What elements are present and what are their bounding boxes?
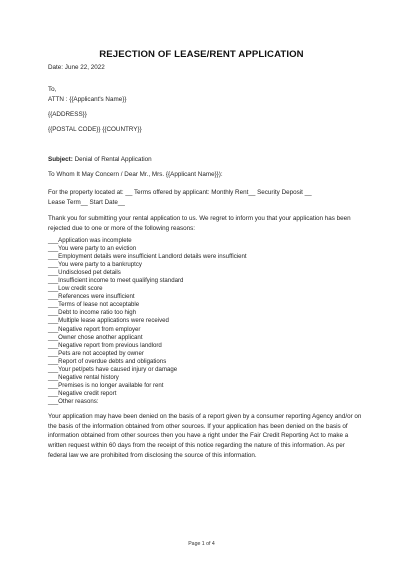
property-terms-line: For the property located at: __ Terms offered by applicant: Monthly Rent__ Security Deposit __ [48, 189, 312, 196]
reason-item: ___Pets are not accepted by owner [48, 349, 144, 357]
intro-paragraph: Thank you for submitting your rental application to us. We regret to inform you that your application has been rejected due to one or more of the following reasons: [48, 215, 351, 232]
reason-item: ___Negative credit report [48, 389, 117, 397]
subject-line [48, 156, 152, 164]
reason-item: ___Multiple lease applications were received [48, 317, 169, 325]
page-number: Page 1 of 4 [188, 541, 215, 547]
reasons-list [48, 237, 247, 406]
reason-item: ___Negative report from employer [48, 325, 141, 333]
reason-item: ___Negative rental history [48, 373, 119, 381]
reason-item: ___Owner chose another applicant [48, 333, 143, 341]
reason-item: ___Low credit score [48, 285, 103, 293]
reason-item: ___Report of overdue debts and obligations [48, 357, 167, 365]
reason-item: ___Insufficient income to meet qualifying standard [48, 277, 184, 285]
subject-label: Subject: [48, 156, 73, 163]
reason-item: ___You were party to an eviction [48, 245, 137, 253]
reason-item: ___Debt to income ratio too high [48, 309, 137, 317]
date-line: Date: June 22, 2022 [48, 64, 105, 71]
document-title: REJECTION OF LEASE/RENT APPLICATION [99, 49, 304, 60]
reason-item: ___You were party to a bankruptcy [48, 261, 142, 269]
lease-term-line: Lease Term__ Start Date__ [48, 199, 125, 206]
address-line: {{ADDRESS}} [48, 111, 87, 118]
reason-item: ___Your pet/pets have caused injury or damage [48, 365, 178, 373]
reason-item: ___Terms of lease not acceptable [48, 301, 140, 309]
reason-item: ___Employment details were insufficient Landlord details were insufficient [48, 253, 247, 261]
reason-item: ___Undisclosed pet details [48, 269, 121, 277]
postal-line: {{POSTAL CODE}} {{COUNTRY}} [48, 126, 142, 133]
reason-item: ___Application was incomplete [48, 237, 132, 244]
reason-item: ___Premises is no longer available for rent [48, 381, 164, 389]
subject-text: Denial of Rental Application [72, 156, 152, 163]
closing-paragraph: Your application may have been denied on the basis of a report given by a consumer reporting Agency and/or on the basis of the information obtained from other sources. If your application has been denied on the basis of information obtained from other sources then you have a right under the Fair Credit Reporting Act to make a written request within 60 days from the receipt of this notice regarding the nature of this information. As per federal law we are prohibited from disclosing the source of this information. [48, 413, 362, 459]
reason-item: ___References were insufficient [48, 293, 135, 301]
reason-item: ___Other reasons: [48, 397, 99, 405]
attn-line: ATTN : {{Applicant's Name}} [48, 96, 127, 103]
reason-item: ___Negative report from previous landlord [48, 341, 162, 349]
salutation: To Whom It May Concern / Dear Mr., Mrs. {{Applicant Name}}): [48, 171, 223, 178]
to-line: To, [48, 86, 57, 93]
